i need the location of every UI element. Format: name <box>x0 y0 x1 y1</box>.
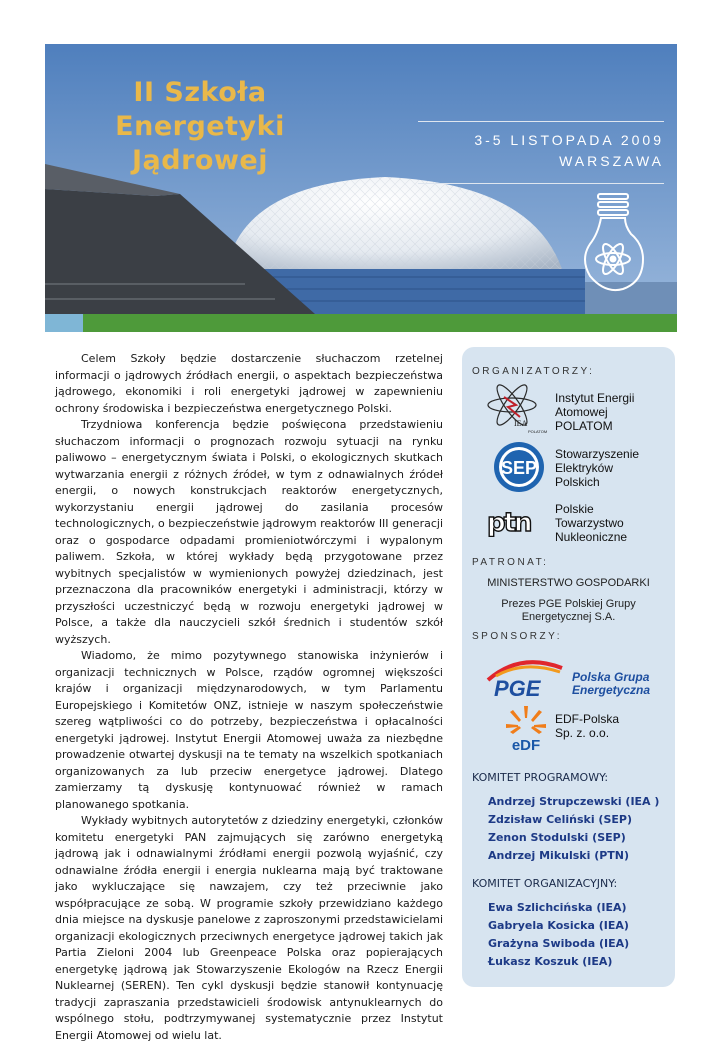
description-text <box>55 351 443 1044</box>
organizing-committee-member: Grażyna Swiboda (IEA) <box>488 937 630 950</box>
program-committee-member: Zenon Stodulski (SEP) <box>488 831 626 844</box>
paragraph: Wiadomo, że mimo pozytywnego stanowiska inżynierów i organizacji technicznych w Polsce, rządów ogromnej większości krajów i organizacji międzynarodowych, w tym Parlamentu Europejskiego i Komitetów ONZ, istnieje w naszym społeczeństwie szereg wątpliwości co do potrzeby, bezpieczeństwa i opłacalności energetyki jądrowej. Instytut Energii Atomowej uważa za niezbędne prowadzenie otwartej dyskusji na te tematy na wszelkich spotkaniach organizowanych za lub przeciw energetyce jądrowej. Dlatego zamierzamy tą dyskusję kontynuować również w ramach planowanego spotkania. <box>55 649 443 811</box>
iea-logo-text: IEA <box>514 419 528 428</box>
divider <box>418 183 664 184</box>
edf-logo <box>504 704 548 752</box>
event-title <box>100 76 300 178</box>
organizing-committee-member: Gabryela Kosicka (IEA) <box>488 919 629 932</box>
program-committee-member: Andrzej Strupczewski (IEA ) <box>488 795 660 808</box>
patron-ministry: MINISTERSTWO GOSPODARKI <box>487 577 650 589</box>
iea-polatom-logo <box>484 383 548 435</box>
event-city: WARSZAWA <box>559 153 664 169</box>
organizing-committee-member: Ewa Szlichcińska (IEA) <box>488 901 627 914</box>
organizing-committee-member: Łukasz Koszuk (IEA) <box>488 955 613 968</box>
paragraph: Wykłady wybitnych autorytetów z dziedziny energetyki, członków komitetu energetyki PAN zajmujących się zarówno energetyką jądrową jak i odnawialnymi źródłami energii pozwolą wyjaśnić, czy odnawialne źródła energii i energia nuklearna mają być traktowane jako wykluczające się nawzajem, czy też przeciwnie jako współpracujące ze sobą. W programie szkoły przewidziano każdego dnia miejsce na dyskusje panelowe z zaproszonymi przedstawicielami organizacji ekologicznych przeciwnych energetyce jądrowej takich jak Partia Zieloni 2004 lub Greenpeace Polska oraz popierających energetykę jądrową jak Stowarzyszenie Ekologów na Rzecz Energii Nuklearnej (SEREN). Ten cykl dyskusji będzie stanowił kontynuację tradycji zapraszania przedstawicieli środowisk antynuklearnych do wspólnego stołu, podtrzymywanej systematycznie przez Instytut Energii Atomowej od wielu lat. <box>55 814 443 1042</box>
sep-logo <box>493 441 545 493</box>
pge-name: Polska Grupa Energetyczna <box>572 670 651 697</box>
organizer-ptn-name: Polskie Towarzystwo Nukleoniczne <box>555 502 628 544</box>
pge-logo <box>480 654 568 700</box>
program-committee-member: Zdzisław Celiński (SEP) <box>488 813 632 826</box>
divider <box>418 121 664 122</box>
program-committee-member: Andrzej Mikulski (PTN) <box>488 849 630 862</box>
patron-pge-line-1: Prezes PGE Polskiej Grupy <box>501 598 636 610</box>
event-title-line: Energetyki <box>115 111 285 142</box>
paragraph: Celem Szkoły będzie dostarczenie słuchaczom rzetelnej informacji o jądrowych źródłach energii, o aspektach bezpieczeństwa jądrowego, ekonomiki i roli energetyki jądrowej w zapewnieniu ochrony środowiska i bezpieczeństwa energetycznego Polski. <box>55 352 443 415</box>
sep-logo-text: SEP <box>500 458 538 478</box>
organizer-iea-name: Instytut Energii Atomowej POLATOM <box>555 391 635 433</box>
iea-logo-subtext: POLATOM <box>528 429 548 434</box>
patron-pge-line-2: Energetycznej S.A. <box>521 611 616 623</box>
organizing-committee-heading: KOMITET ORGANIZACYJNY: <box>472 877 618 890</box>
edf-name: EDF-Polska Sp. z. o.o. <box>555 712 620 740</box>
ptn-logo-text: ptn <box>487 508 531 537</box>
patronage-heading: PATRONAT: <box>472 557 549 568</box>
edf-logo-text: eDF <box>511 737 541 752</box>
ptn-logo <box>487 505 547 537</box>
organizer-sep-name: Stowarzyszenie Elektryków Polskich <box>555 447 640 489</box>
sponsors-heading: SPONSORZY: <box>472 631 563 642</box>
pge-logo-text: PGE <box>494 676 541 700</box>
event-title-line: Jądrowej <box>132 145 268 176</box>
event-dates: 3-5 LISTOPADA 2009 <box>474 132 664 148</box>
program-committee-heading: KOMITET PROGRAMOWY: <box>472 771 609 784</box>
event-title-line: II Szkoła <box>133 77 267 108</box>
paragraph: Trzydniowa konferencja będzie poświęcona przedstawieniu słuchaczom informacji o prognozach rozwoju sytuacji na rynku paliwowo – energetycznym świata i Polski, o ekologicznych skutkach wytwarzania energii z różnych źródeł, w tym z odnawialnych źródeł energii, o nowych konstrukcjach reaktorów energetycznych, wykorzystaniu energii jądrowej do zasilania procesów technologicznych, o bezpieczeństwie jądrowym reaktorów III generacji oraz o gospodarce odpadami promieniotwórczymi i wypalonym paliwem. Szkoła, w której wykłady będą przygotowane przez wybitnych specjalistów w wymienionych powyżej dziedzinach, jest przeznaczona dla pracowników energetyki i administracji, którzy w przyszłości uczestniczyć będą w rozwoju energetyki jądrowej w Polsce, a także dla nauczycieli szkół średnich i studentów szkół wyższych. <box>55 418 443 646</box>
organizers-heading: ORGANIZATORZY: <box>472 366 595 377</box>
